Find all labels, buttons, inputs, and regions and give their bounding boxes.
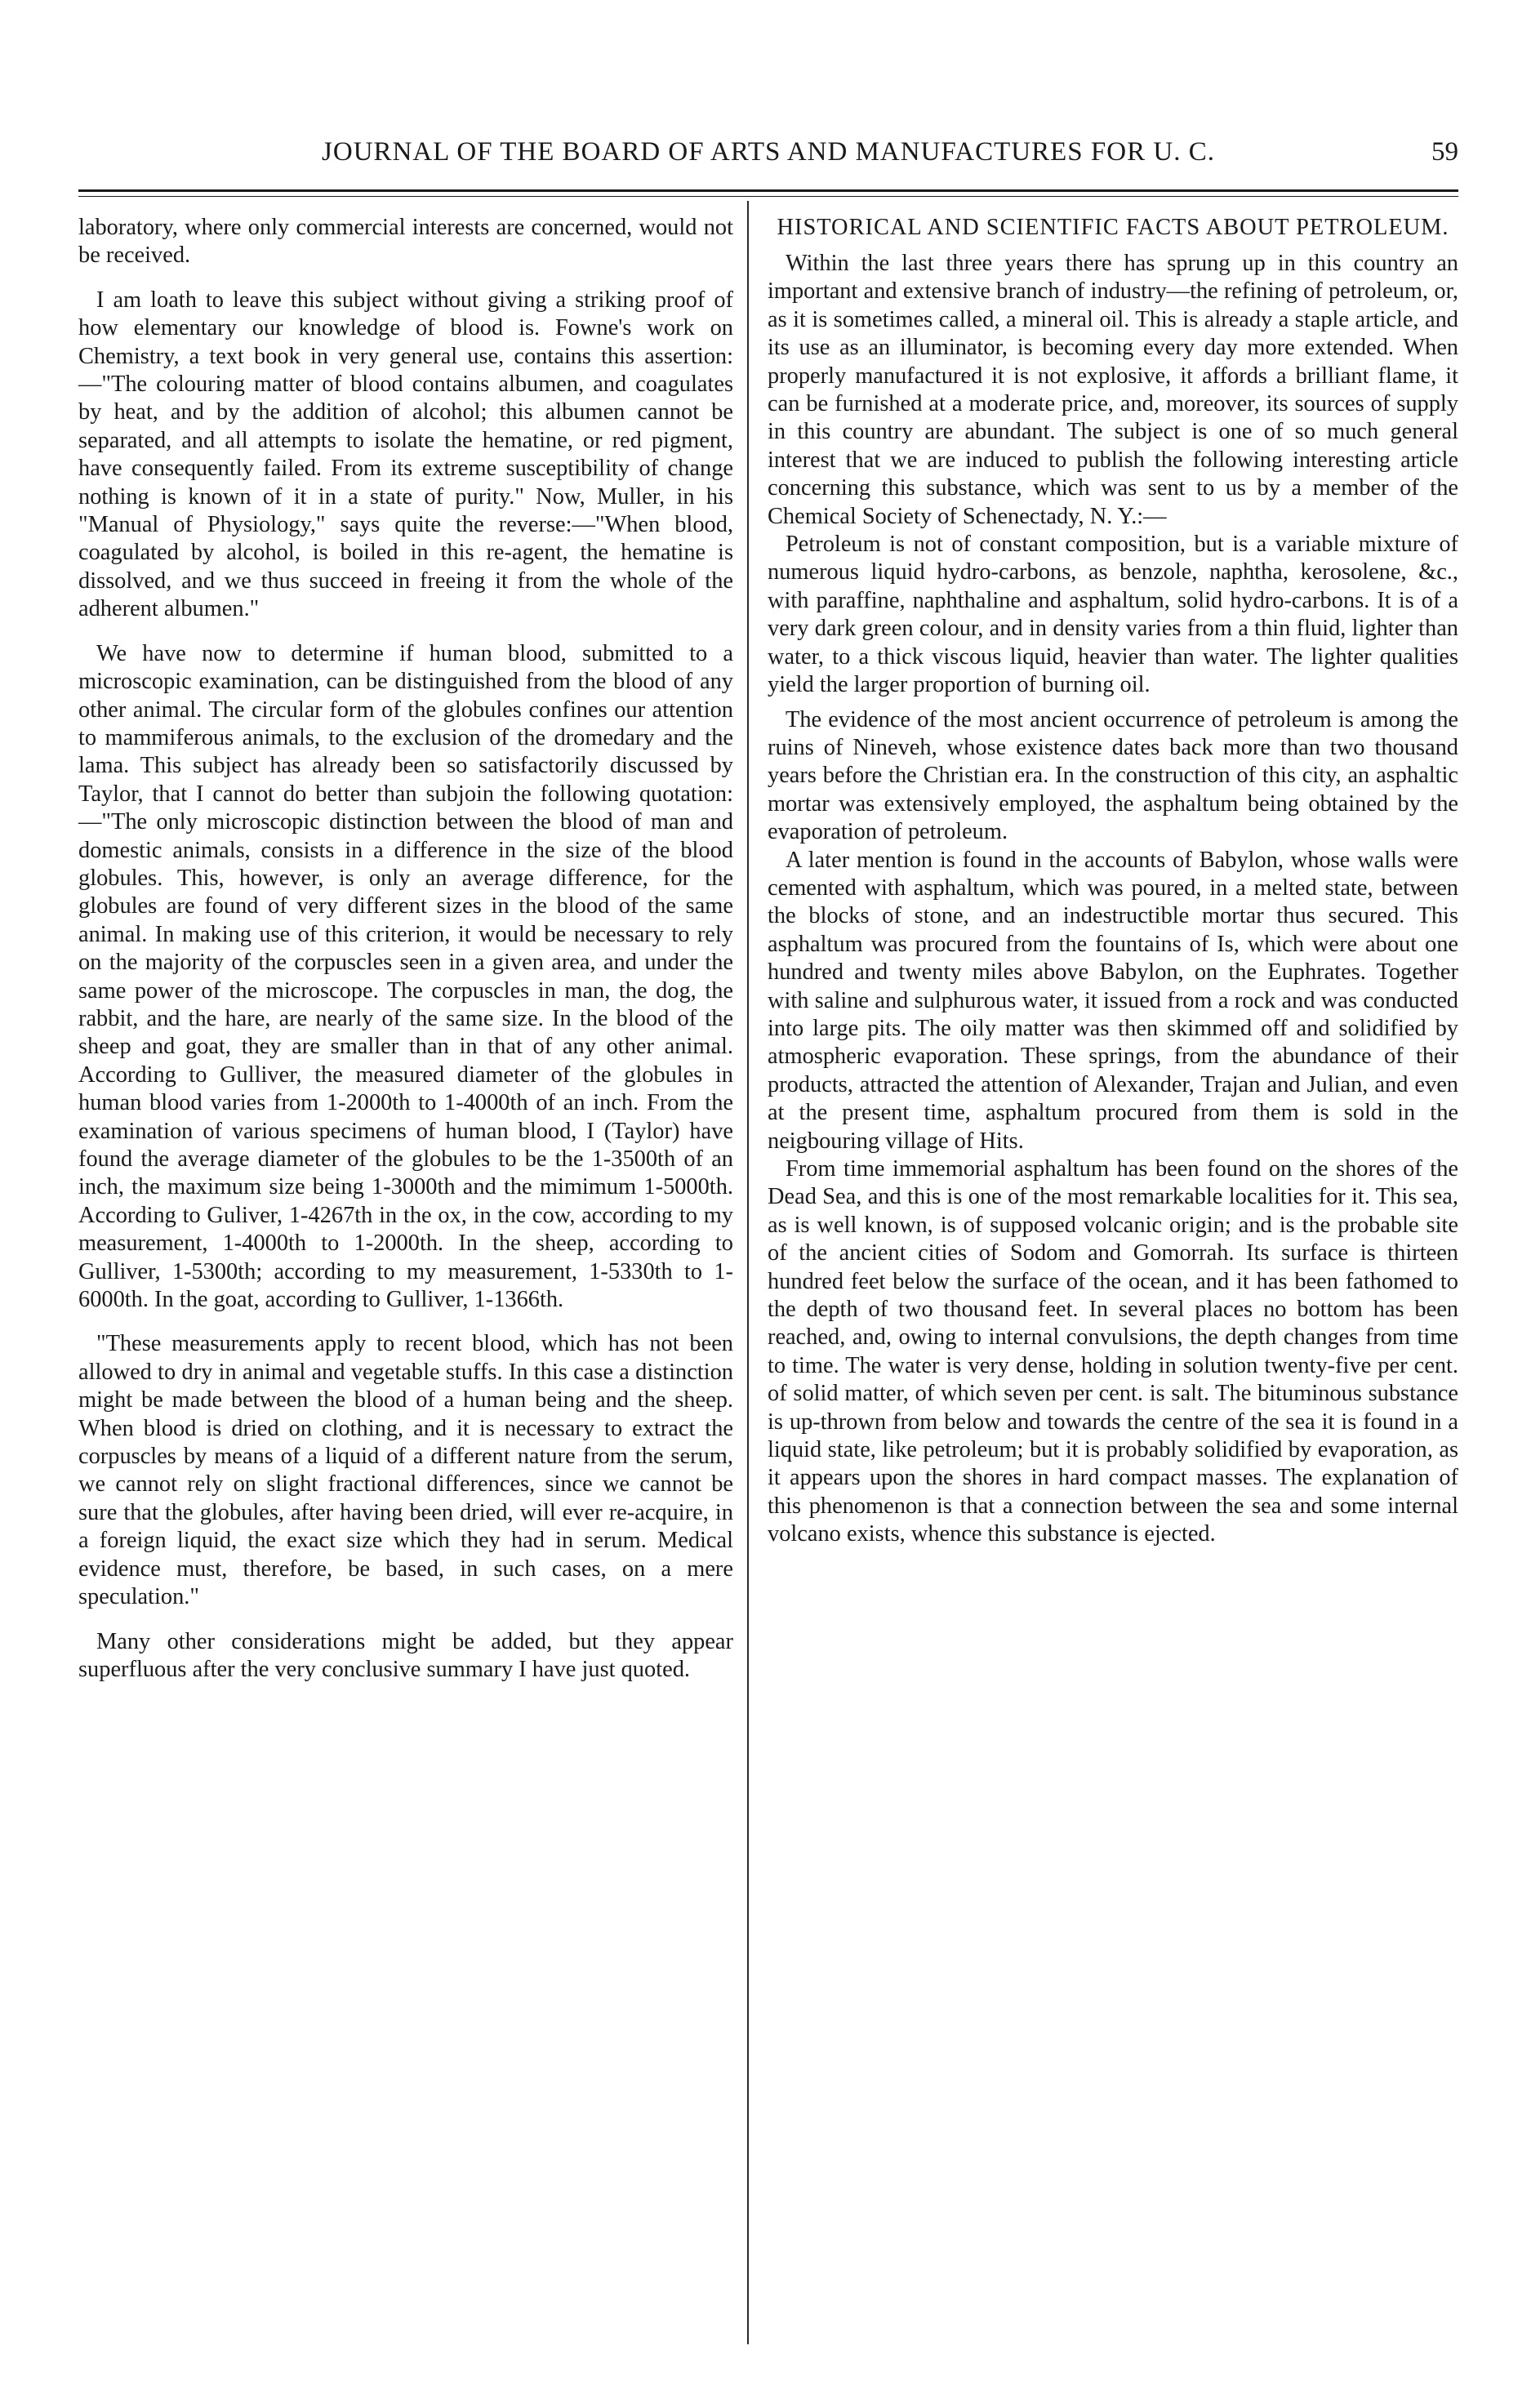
paragraph: The evidence of the most ancient occurrence of petroleum is among the ruins of Nineveh, whose existence dates back more than two thousand years before the Christian era. In the construction of this city, an asphaltic mortar was extensively employed, the asphaltum being obtained by the evaporation of petroleum.: [768, 706, 1458, 845]
paragraph: A later mention is found in the accounts of Babylon, whose walls were cemented with asphaltum, which was poured, in a melted state, between the blocks of stone, and an indestructible mortar thus secured. This asphaltum was procured from the fountains of Is, which were about one hundred and twenty miles above Babylon, on the Euphrates. Together with saline and sulphurous water, it issued from a rock and was conducted into large pits. The oily matter was then skimmed off and solidified by atmospheric evaporation. These springs, from the abundance of their products, attracted the attention of Alexander, Trajan and Julian, and even at the present time, asphaltum procured from them is sold in the neigbouring village of Hits.: [768, 847, 1458, 1154]
right-column: [768, 214, 1458, 1549]
page-number: 59: [1431, 137, 1458, 167]
paragraph: I am loath to leave this subject without giving a striking proof of how elementary our knowledge of blood is. Fowne's work on Chemistry, a text book in very general use, contains this assertion:—"The colouring matter of blood contains albumen, and coagulates by heat, and by the addition of alcohol; this albumen cannot be separated, and all attempts to isolate the hematine, or red pigment, have consequently failed. From its extreme susceptibility of change nothing is known of it in a state of purity." Now, Muller, in his "Manual of Physiology," says quite the reverse:—"When blood, coagulated by alcohol, is boiled in this re-agent, the hematine is dissolved, and we thus succeed in freeing it from the whole of the adherent albumen.": [78, 287, 733, 622]
paragraph: Many other considerations might be added, but they appear superfluous after the very conclusive summary I have just quoted.: [78, 1628, 733, 1682]
paragraph: Petroleum is not of constant composition, but is a variable mixture of numerous liquid hydro-carbons, as benzole, naphtha, kerosolene, &c., with paraffine, naphthaline and asphaltum, solid hydro-carbons. It is of a very dark green colour, and in density varies from a thin fluid, lighter than water, to a thick viscous liquid, heavier than water. The lighter qualities yield the larger proportion of burning oil.: [768, 532, 1458, 698]
paragraph: laboratory, where only commercial interests are concerned, would not be received.: [78, 215, 733, 269]
paragraph: From time immemorial asphaltum has been found on the shores of the Dead Sea, and this is one of the most remarkable localities for it. This sea, as is well known, is of supposed volcanic origin; and is the probable site of the ancient cities of Sodom and Gomorrah. Its surface is thirteen hundred feet below the surface of the ocean, and it has been fathomed to the depth of two thousand feet. In several places no bottom has been reached, and, owing to internal convulsions, the depth changes from time to time. The water is very dense, holding in solution twenty-five per cent. of solid matter, of which seven per cent. is salt. The bituminous substance is up-thrown from below and towards the centre of the sea it is found in a liquid state, like petroleum; but it is probably solidified by evaporation, as it appears upon the shores in hard compact masses. The explanation of this phenomenon is that a connection between the sea and some internal volcano exists, whence this substance is ejected.: [768, 1156, 1458, 1547]
paragraph: "These measurements apply to recent blood, which has not been allowed to dry in animal and vegetable stuffs. In this case a distinction might be made between the blood of a human being and the sheep. When blood is dried on clothing, and it is necessary to extract the corpuscles by means of a liquid of a different nature from the serum, we cannot rely on slight fractional differences, since we cannot be sure that the globules, after having been dried, will ever re-acquire, in a foreign liquid, the exact size which they had in serum. Medical evidence must, therefore, be based, in such cases, on a mere speculation.": [78, 1331, 733, 1610]
header-rule-thin: [78, 196, 1458, 197]
header-rule: [78, 189, 1458, 192]
running-header: [78, 131, 1458, 180]
paragraph: We have now to determine if human blood, submitted to a microscopic examination, can be distinguished from the blood of any other animal. The circular form of the globules confines our attention to mammiferous animals, to the exclusion of the dromedary and the lama. This subject has already been so satisfactorily discussed by Taylor, that I cannot do better than subjoin the following quotation:—"The only microscopic distinction between the blood of man and domestic animals, consists in a difference in the size of the blood globules. This, however, is only an average difference, for the globules are found of very different sizes in the blood of the same animal. In making use of this criterion, it would be necessary to rely on the majority of the corpuscles seen in a given area, and under the same power of the microscope. The corpuscles in man, the dog, the rabbit, and the hare, are nearly of the same size. In the blood of the sheep and goat, they are smaller than in that of any other animal. According to Gulliver, the measured diameter of the globules in human blood varies from 1-2000th to 1-4000th of an inch. From the examination of various specimens of human blood, I (Taylor) have found the average diameter of the globules to be the 1-3500th of an inch, the maximum size being 1-3000th and the mimimum 1-5000th. According to Guliver, 1-4267th in the ox, in the cow, according to my measurement, 1-4000th to 1-2000th. In the sheep, according to Gulliver, 1-5300th; according to my measurement, 1-5330th to 1-6000th. In the goat, according to Gulliver, 1-1366th.: [78, 640, 733, 1313]
article-heading: HISTORICAL AND SCIENTIFIC FACTS ABOUT PETROLEUM.: [777, 215, 1449, 240]
column-divider: [747, 201, 749, 2344]
paragraph: Within the last three years there has sprung up in this country an important and extensive branch of industry—the refining of petroleum, or, as it is sometimes called, a mineral oil. This is already a staple article, and its use as an illuminator, is becoming every day more extended. When properly manufactured it is not explosive, it affords a brilliant flame, it can be furnished at a moderate price, and, moreover, its sources of supply in this country are abundant. The subject is one of so much general interest that we are induced to publish the following interesting article concerning this substance, which was sent to us by a member of the Chemical Society of Schenectady, N. Y.:—: [768, 251, 1458, 529]
journal-title: JOURNAL OF THE BOARD OF ARTS AND MANUFACTURES FOR U. C.: [322, 137, 1215, 167]
left-column: [78, 214, 733, 1684]
